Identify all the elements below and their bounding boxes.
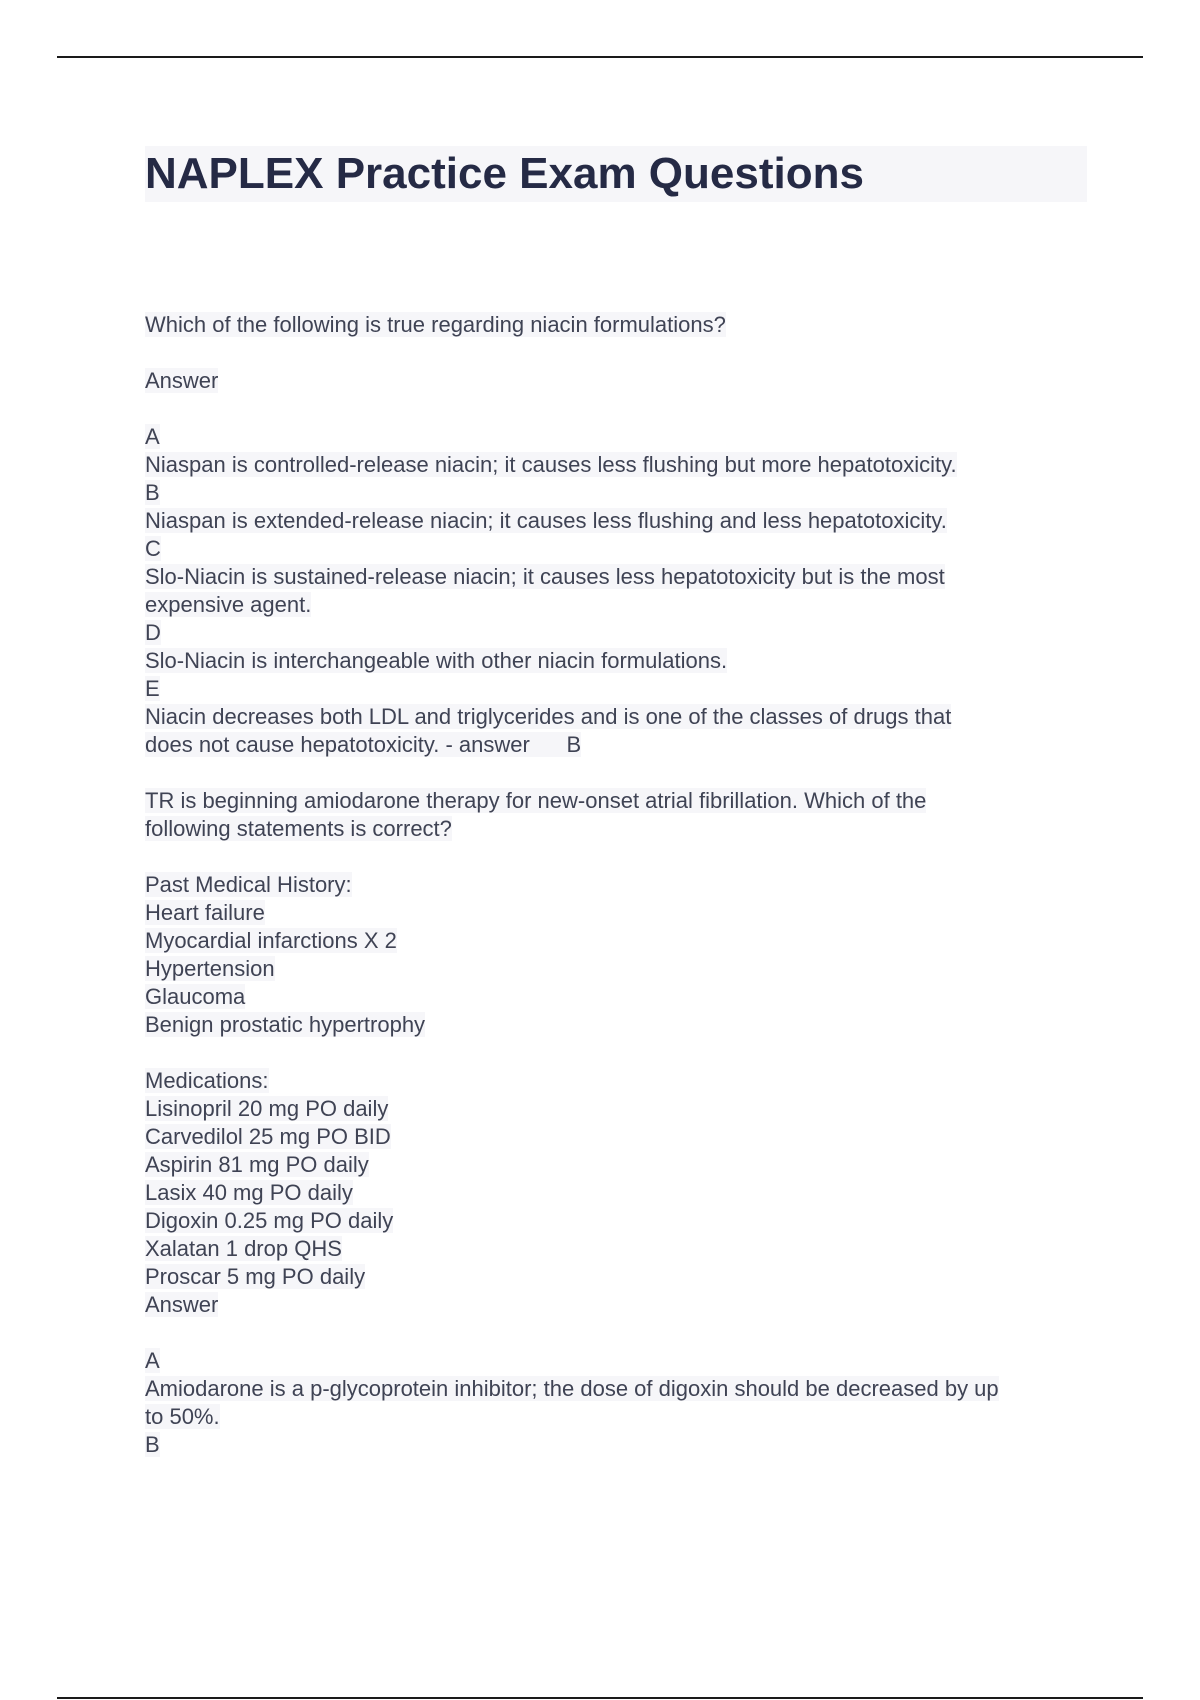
top-rule [57, 56, 1143, 58]
bottom-rule [57, 1697, 1143, 1699]
q2-med-item: Digoxin 0.25 mg PO daily [145, 1208, 394, 1233]
q1-option-d-text: Slo-Niacin is interchangeable with other niacin formulations. [145, 648, 728, 673]
q2-option-b-letter: B [145, 1432, 160, 1457]
q2-question-cont: following statements is correct? [145, 816, 452, 841]
q2-question: TR is beginning amiodarone therapy for new-onset atrial fibrillation. Which of the [145, 788, 927, 813]
page-title: NAPLEX Practice Exam Questions [145, 149, 864, 198]
q2-pmh-item: Hypertension [145, 956, 275, 981]
q2-pmh-item: Heart failure [145, 900, 265, 925]
document-body [145, 311, 1105, 1459]
q1-question: Which of the following is true regarding niacin formulations? [145, 312, 726, 337]
q1-option-a-letter: A [145, 424, 160, 449]
q2-answer-heading: Answer [145, 1292, 219, 1317]
q1-option-e-text: Niacin decreases both LDL and triglycerides and is one of the classes of drugs that [145, 704, 952, 729]
q2-med-item: Lisinopril 20 mg PO daily [145, 1096, 389, 1121]
q2-med-item: Carvedilol 25 mg PO BID [145, 1124, 391, 1149]
q1-option-d-letter: D [145, 620, 161, 645]
title-block [145, 146, 1087, 202]
q2-pmh-heading: Past Medical History: [145, 872, 352, 897]
q1-option-b-letter: B [145, 480, 160, 505]
q1-option-e-letter: E [145, 676, 160, 701]
q2-pmh-item: Myocardial infarctions X 2 [145, 928, 397, 953]
q2-option-a-letter: A [145, 1348, 160, 1373]
q1-option-e-text-answer: does not cause hepatotoxicity. - answer B [145, 732, 582, 757]
q2-med-item: Lasix 40 mg PO daily [145, 1180, 353, 1205]
q2-med-item: Proscar 5 mg PO daily [145, 1264, 366, 1289]
q2-pmh-item: Benign prostatic hypertrophy [145, 1012, 426, 1037]
q2-med-item: Xalatan 1 drop QHS [145, 1236, 342, 1261]
q1-option-b-text: Niaspan is extended-release niacin; it causes less flushing and less hepatotoxicity. [145, 508, 947, 533]
q1-option-c-text: Slo-Niacin is sustained-release niacin; it causes less hepatotoxicity but is the most [145, 564, 945, 589]
q1-option-a-text: Niaspan is controlled-release niacin; it causes less flushing but more hepatotoxicity. [145, 452, 957, 477]
q2-option-a-text: Amiodarone is a p-glycoprotein inhibitor; the dose of digoxin should be decreased by up [145, 1376, 999, 1401]
q2-option-a-text-cont: to 50%. [145, 1404, 220, 1429]
q2-pmh-item: Glaucoma [145, 984, 246, 1009]
q2-med-item: Aspirin 81 mg PO daily [145, 1152, 369, 1177]
q1-answer-heading: Answer [145, 368, 219, 393]
q1-option-c-text-cont: expensive agent. [145, 592, 312, 617]
q2-meds-heading: Medications: [145, 1068, 269, 1093]
q1-option-c-letter: C [145, 536, 161, 561]
